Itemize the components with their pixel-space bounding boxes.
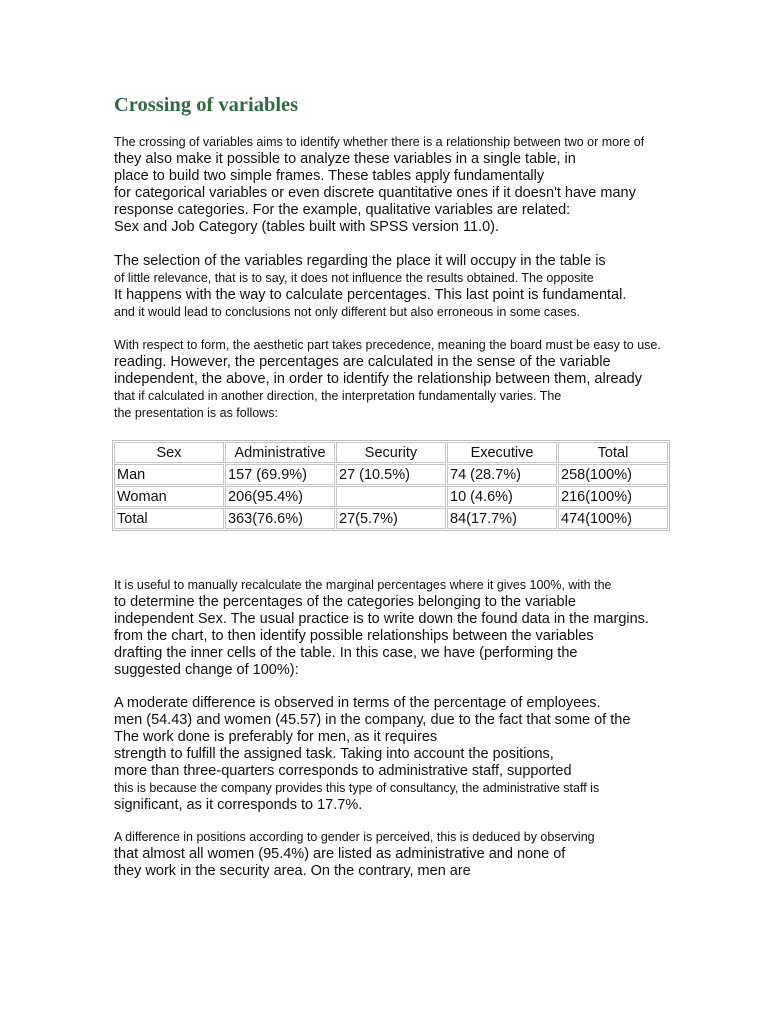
text-line: and it would lead to conclusions not only different but also erroneous in some cases. (114, 305, 581, 319)
text-line: The work done is preferably for men, as it requires (114, 729, 438, 745)
text-line: to determine the percentages of the categories belonging to the variable (114, 594, 576, 610)
table-cell: 474(100%) (558, 508, 668, 529)
text-line: Sex and Job Category (tables built with SPSS version 11.0). (114, 219, 499, 235)
text-line: significant, as it corresponds to 17.7%. (114, 797, 363, 813)
text-line: they also make it possible to analyze these variables in a single table, in (114, 151, 576, 167)
table-row (114, 486, 668, 507)
text-line: of little relevance, that is to say, it does not influence the results obtained. The opposite (114, 271, 594, 285)
text-line: for categorical variables or even discrete quantitative ones if it doesn't have many (114, 185, 636, 201)
text-line: they work in the security area. On the contrary, men are (114, 863, 471, 879)
crosstab-table (112, 440, 670, 531)
table-cell: 27(5.7%) (336, 508, 446, 529)
moderate-difference-paragraph (114, 695, 630, 814)
table-cell: Woman (114, 486, 224, 507)
table-row (114, 508, 668, 529)
table-header-cell: Administrative (225, 442, 335, 463)
text-line: men (54.43) and women (45.57) in the company, due to the fact that some of the (114, 712, 631, 728)
table-cell: 84(17.7%) (447, 508, 557, 529)
text-line: that if calculated in another direction, the interpretation fundamentally varies. The (114, 389, 562, 403)
text-line: strength to fulfill the assigned task. Taking into account the positions, (114, 746, 554, 762)
variable-selection-paragraph (114, 253, 626, 321)
text-line: The selection of the variables regarding the place it will occupy in the table is (114, 253, 606, 269)
text-line: reading. However, the percentages are calculated in the sense of the variable (114, 354, 611, 370)
text-line: that almost all women (95.4%) are listed as administrative and none of (114, 846, 566, 862)
table-cell: 363(76.6%) (225, 508, 335, 529)
table-cell: 10 (4.6%) (447, 486, 557, 507)
text-line: The crossing of variables aims to identify whether there is a relationship between two or more of (114, 135, 645, 149)
text-line: A difference in positions according to gender is perceived, this is deduced by observing (114, 830, 595, 844)
text-line: from the chart, to then identify possible relationships between the variables (114, 628, 594, 644)
text-line: It happens with the way to calculate percentages. This last point is fundamental. (114, 287, 627, 303)
table-cell: 27 (10.5%) (336, 464, 446, 485)
table-header-row (114, 442, 668, 463)
table-cell: Total (114, 508, 224, 529)
table-cell (336, 486, 446, 507)
table-cell: 258(100%) (558, 464, 668, 485)
text-line: suggested change of 100%): (114, 662, 299, 678)
table-header-cell: Sex (114, 442, 224, 463)
table-cell: Man (114, 464, 224, 485)
text-line: the presentation is as follows: (114, 406, 278, 420)
table-cell: 206(95.4%) (225, 486, 335, 507)
text-line: drafting the inner cells of the table. In this case, we have (performing the (114, 645, 578, 661)
table-row (114, 464, 668, 485)
text-line: more than three-quarters corresponds to administrative staff, supported (114, 763, 572, 779)
page-title: Crossing of variables (114, 94, 299, 116)
table-header-cell: Total (558, 442, 668, 463)
table-cell: 157 (69.9%) (225, 464, 335, 485)
text-line: A moderate difference is observed in terms of the percentage of employees. (114, 695, 601, 711)
text-line: independent, the above, in order to identify the relationship between them, already (114, 371, 642, 387)
table-cell: 216(100%) (558, 486, 668, 507)
table-header-cell: Security (336, 442, 446, 463)
gender-positions-paragraph (114, 829, 595, 880)
table-cell: 74 (28.7%) (447, 464, 557, 485)
text-line: With respect to form, the aesthetic part takes precedence, meaning the board must be easy to use. (114, 338, 661, 352)
form-paragraph (114, 337, 661, 422)
table-header-cell: Executive (447, 442, 557, 463)
text-line: place to build two simple frames. These tables apply fundamentally (114, 168, 545, 184)
intro-paragraph (114, 134, 644, 236)
text-line: It is useful to manually recalculate the marginal percentages where it gives 100%, with the (114, 578, 612, 592)
text-line: independent Sex. The usual practice is to write down the found data in the margins. (114, 611, 649, 627)
recalculation-paragraph (114, 577, 649, 679)
text-line: this is because the company provides this type of consultancy, the administrative staff is (114, 781, 600, 795)
text-line: response categories. For the example, qualitative variables are related: (114, 202, 571, 218)
